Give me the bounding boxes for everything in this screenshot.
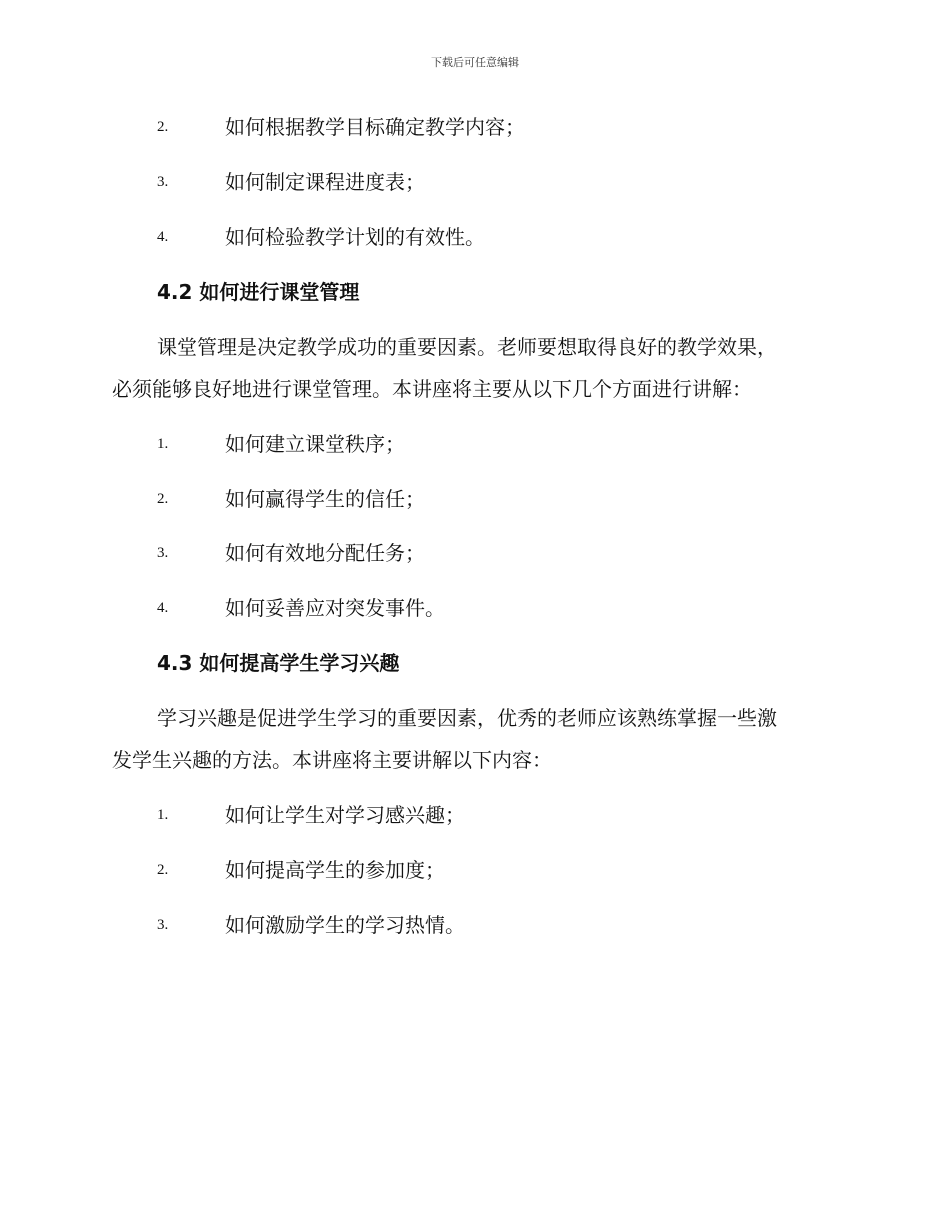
section-heading-4-2: 4.2 如何进行课堂管理 — [157, 280, 360, 304]
list-item-number: 4. — [157, 600, 169, 616]
list-item-number: 2. — [157, 491, 169, 507]
list-item-text: 如何让学生对学习感兴趣； — [225, 803, 465, 827]
section-heading-4-3: 4.3 如何提高学生学习兴趣 — [157, 651, 400, 675]
list-item-number: 3. — [157, 545, 169, 561]
list-item-text: 如何建立课堂秩序； — [225, 432, 405, 456]
paragraph-line: 发学生兴趣的方法。本讲座将主要讲解以下内容： — [112, 748, 552, 772]
list-item-number: 1. — [157, 807, 169, 823]
paragraph-line: 学习兴趣是促进学生学习的重要因素，优秀的老师应该熟练掌握一些激 — [157, 706, 777, 730]
list-item-text: 如何根据教学目标确定教学内容； — [225, 115, 525, 139]
paragraph-line: 课堂管理是决定教学成功的重要因素。老师要想取得良好的教学效果， — [157, 335, 777, 359]
list-item-text: 如何提高学生的参加度； — [225, 858, 445, 882]
list-item-text: 如何有效地分配任务； — [225, 541, 425, 565]
list-item-text: 如何激励学生的学习热情。 — [225, 913, 465, 937]
list-item-number: 1. — [157, 436, 169, 452]
list-item-number: 3. — [157, 917, 169, 933]
list-item-number: 2. — [157, 862, 169, 878]
list-item-text: 如何赢得学生的信任； — [225, 487, 425, 511]
list-item-text: 如何检验教学计划的有效性。 — [225, 225, 485, 249]
list-item-number: 4. — [157, 229, 169, 245]
paragraph-line: 必须能够良好地进行课堂管理。本讲座将主要从以下几个方面进行讲解： — [112, 377, 752, 401]
list-item-text: 如何制定课程进度表； — [225, 170, 425, 194]
list-item-number: 3. — [157, 174, 169, 190]
list-item-text: 如何妥善应对突发事件。 — [225, 596, 445, 620]
list-item-number: 2. — [157, 119, 169, 135]
page-header: 下载后可任意编辑 — [431, 56, 519, 69]
